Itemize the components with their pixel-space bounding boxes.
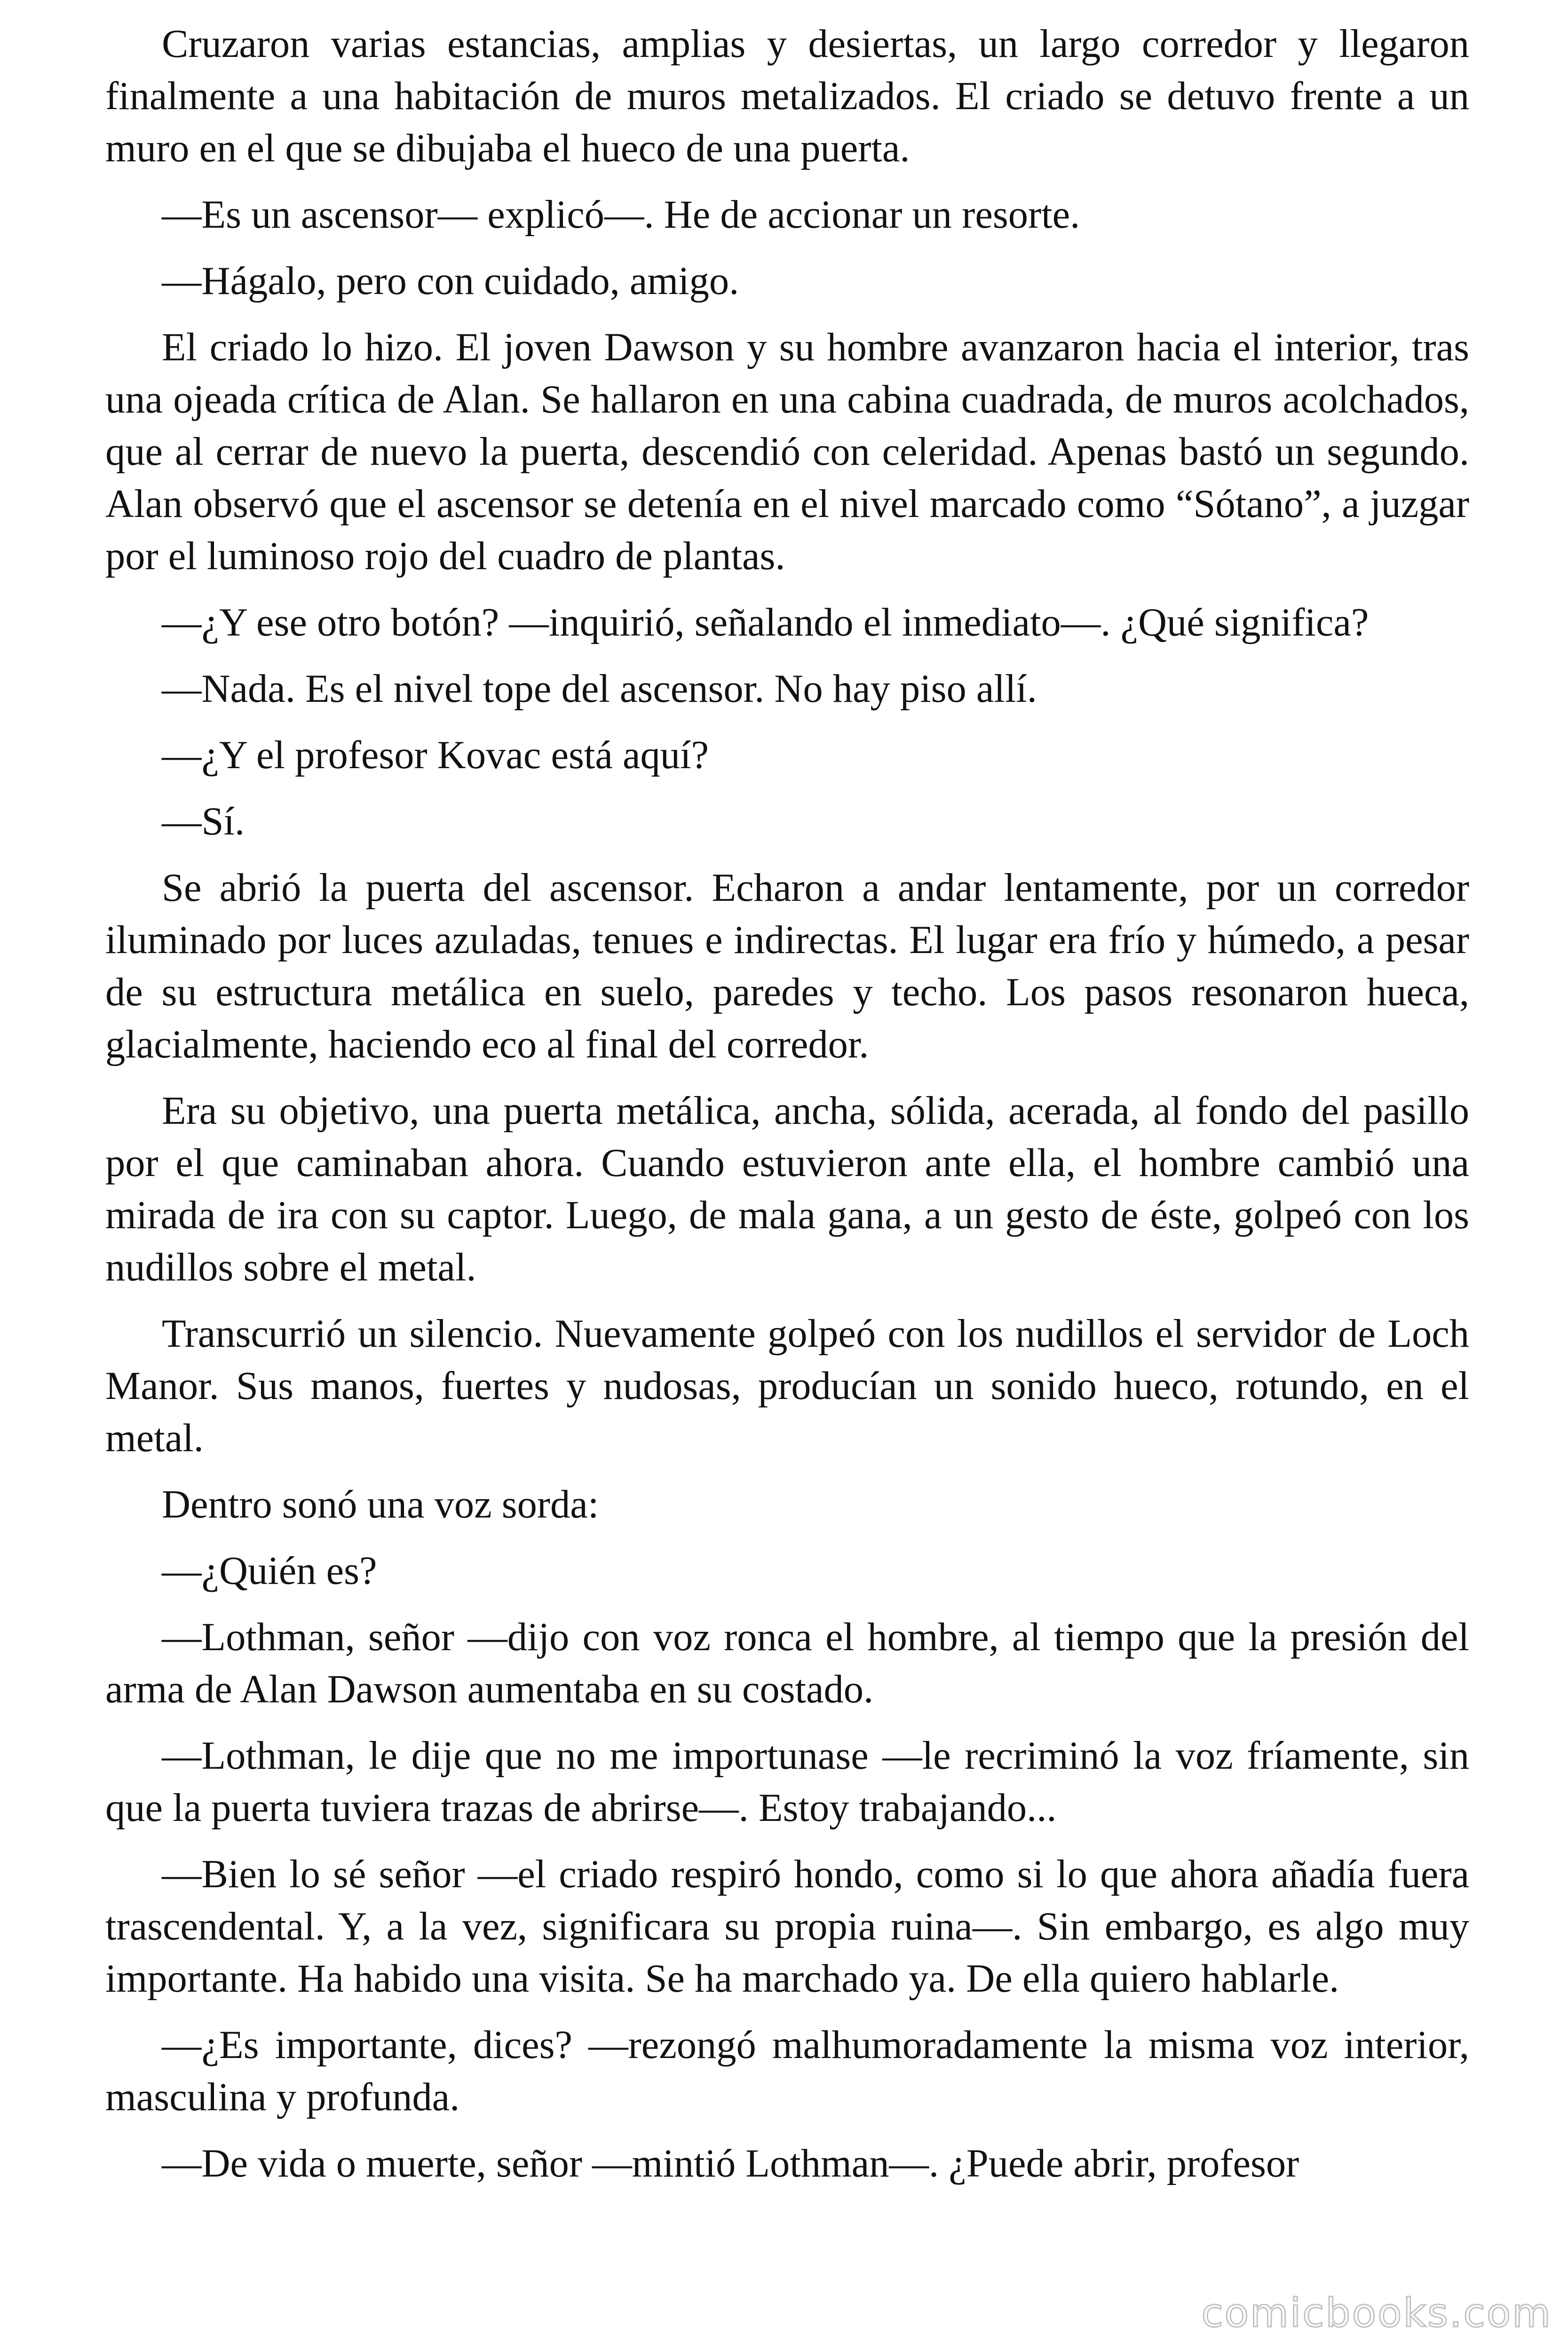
- paragraph: —Sí.: [162, 800, 245, 843]
- paragraph: Cruzaron varias estancias, amplias y desiertas, un largo corredor y llegaron finalmente a una habitación de muros metalizados. El criado se detuvo frente a un muro en el que se dibujaba el hueco de una puerta.: [105, 22, 1469, 170]
- paragraph: —Nada. Es el nivel tope del ascensor. No hay piso allí.: [162, 667, 1037, 711]
- paragraph: —Es un ascensor— explicó—. He de accionar un resorte.: [162, 193, 1080, 237]
- book-page-text: [105, 18, 1469, 2204]
- paragraph: El criado lo hizo. El joven Dawson y su hombre avanzaron hacia el interior, tras una ojeada crítica de Alan. Se hallaron en una cabina cuadrada, de muros acolchados, que al cerrar de nuevo la puerta, descendió con celeridad. Apenas bastó un segundo. Alan observó que el ascensor se detenía en el nivel marcado como “Sótano”, a juzgar por el luminoso rojo del cuadro de plantas.: [105, 326, 1469, 578]
- paragraph: —¿Quién es?: [162, 1549, 377, 1593]
- paragraph: —¿Es importante, dices? —rezongó malhumoradamente la misma voz interior, masculina y profunda.: [105, 2023, 1469, 2119]
- paragraph: —De vida o muerte, señor —mintió Lothman—. ¿Puede abrir, profesor: [162, 2142, 1299, 2185]
- paragraph: —¿Y ese otro botón? —inquirió, señalando el inmediato—. ¿Qué significa?: [162, 601, 1369, 644]
- paragraph: —Bien lo sé señor —el criado respiró hondo, como si lo que ahora añadía fuera trascendental. Y, a la vez, significara su propia ruina—. Sin embargo, es algo muy importante. Ha habido una visita. Se ha marchado ya. De ella quiero hablarle.: [105, 1852, 1469, 2001]
- paragraph: —Lothman, señor —dijo con voz ronca el hombre, al tiempo que la presión del arma de Alan Dawson aumentaba en su costado.: [105, 1615, 1469, 1711]
- paragraph: —¿Y el profesor Kovac está aquí?: [162, 733, 709, 777]
- paragraph: —Lothman, le dije que no me importunase —le recriminó la voz fríamente, sin que la puerta tuviera trazas de abrirse—. Estoy trabajando...: [105, 1734, 1469, 1830]
- paragraph: —Hágalo, pero con cuidado, amigo.: [162, 259, 739, 303]
- watermark-logo: comicbooks.com: [1201, 2290, 1552, 2336]
- paragraph: Era su objetivo, una puerta metálica, ancha, sólida, acerada, al fondo del pasillo por el que caminaban ahora. Cuando estuvieron ante ella, el hombre cambió una mirada de ira con su captor. Luego, de mala gana, a un gesto de éste, golpeó con los nudillos sobre el metal.: [105, 1089, 1469, 1289]
- paragraph: Se abrió la puerta del ascensor. Echaron a andar lentamente, por un corredor iluminado por luces azuladas, tenues e indirectas. El lugar era frío y húmedo, a pesar de su estructura metálica en suelo, paredes y techo. Los pasos resonaron hueca, glacialmente, haciendo eco al final del corredor.: [105, 866, 1469, 1066]
- paragraph: Dentro sonó una voz sorda:: [162, 1483, 599, 1526]
- paragraph: Transcurrió un silencio. Nuevamente golpeó con los nudillos el servidor de Loch Manor. Sus manos, fuertes y nudosas, producían un sonido hueco, rotundo, en el metal.: [105, 1312, 1469, 1460]
